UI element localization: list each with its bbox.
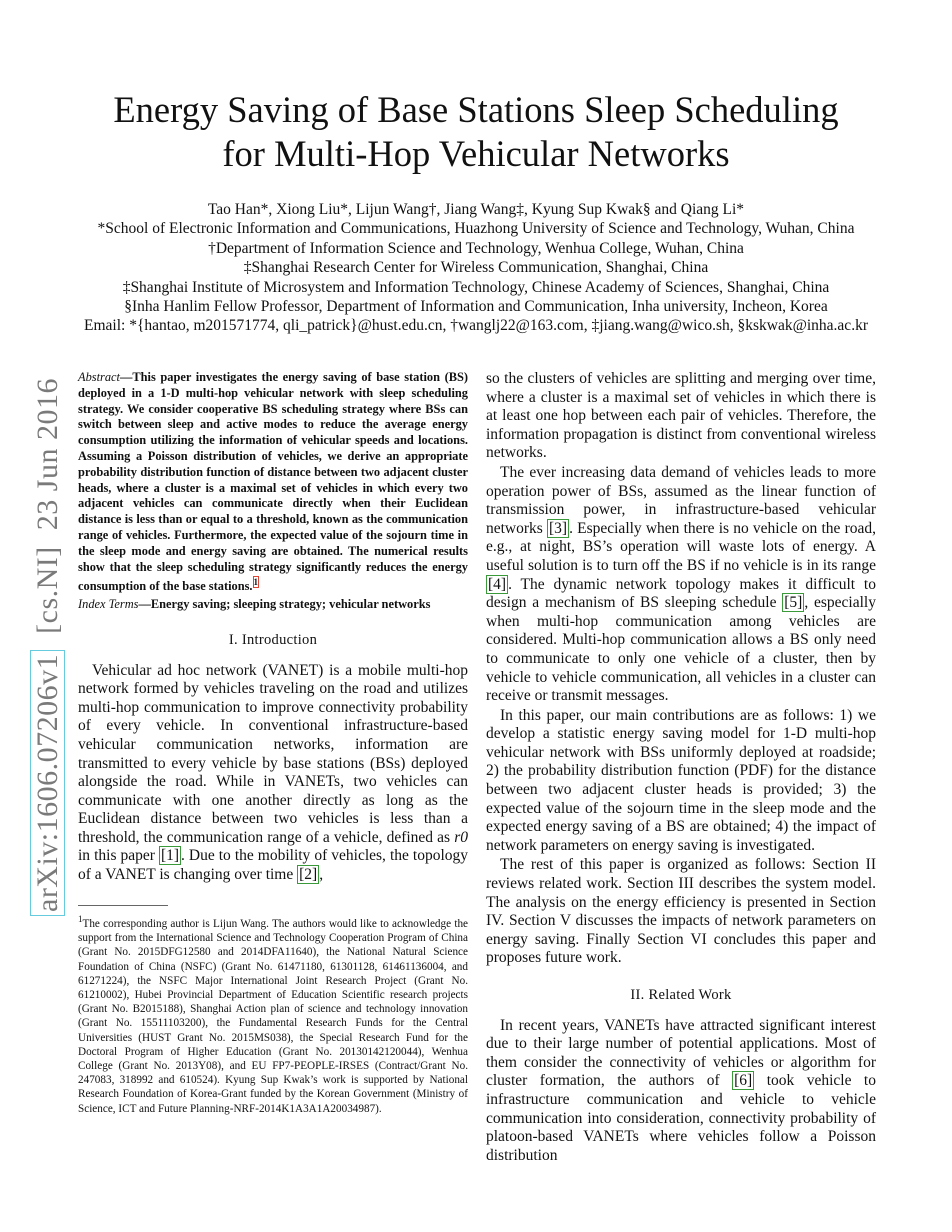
title-line-1: Energy Saving of Base Stations Sleep Scheduling — [113, 89, 839, 130]
right-column — [486, 370, 876, 1165]
arxiv-stamp-text — [22, 296, 74, 916]
right-paragraph-0: so the clusters of vehicles are splitting and merging over time, where a cluster is a maximal set of vehicles in which there is at least one hop between each pair of vehicles. Therefore, the information propagation is distinct from conventional wireless networks. — [486, 370, 876, 462]
footnote — [78, 912, 468, 1116]
author-list: Tao Han*, Xiong Liu*, Lijun Wang†, Jiang Wang‡, Kyung Sup Kwak§ and Qiang Li* — [207, 201, 745, 218]
affiliation-2: †Department of Information Science and Technology, Wenhua College, Wuhan, China — [208, 239, 744, 257]
citation-link-5[interactable]: [5] — [784, 594, 803, 612]
section-heading-introduction: I. Introduction — [228, 631, 318, 648]
intro-text-d: , — [319, 866, 324, 884]
paper-title — [60, 88, 892, 176]
footnote-text: The corresponding author is Lijun Wang. The authors would like to acknowledge the support from the International Science and Technology Cooperation Program of China (Grant No. 2015DFG12580 and 2014DFA11640), the National Natural Science Foundation of China (NSFC) (Grant No. 61471180, 61301128, 61461136004, and 61271224), the NSFC Major International Joint Research Project (Grant No. 61210002), Hubei Provincial Department of Education Scientific research projects (Grant No. B2015188), Shanghai Action plan of science and technology innovation (Grant No. 15511103200), the Fundamental Research Funds for the Central Universities (HUST Grant No. 2015MS038), the Special Research Fund for the Doctoral Program of Higher Education (Grant No. 20130142120044), Wenhua College (Grant No. 2013Y08), and EU FP7-PEOPLE-IRSES (Contract/Grant No. 247083, 318992 and 610524). Kyung Sup Kwak’s work is supported by National Research Foundation of Korea-Grant funded by the Korean Government (Ministry of Science, ICT and Future Planning-NRF-2014K1A3A1A20034987). — [78, 918, 468, 1115]
index-terms — [78, 597, 468, 613]
intro-text-c: . Due to the mobility of vehicles, the topology of a VANET is changing over time — [78, 847, 469, 884]
citation-link-6[interactable]: [6] — [734, 1072, 753, 1090]
abstract — [78, 370, 468, 595]
citation-link-2[interactable]: [2] — [299, 866, 318, 884]
title-line-2: for Multi-Hop Vehicular Networks — [222, 133, 730, 174]
arxiv-category: [cs.NI] — [31, 546, 64, 634]
citation-link-3[interactable]: [3] — [549, 519, 568, 537]
right-p4-text-a: In recent years, VANETs have attracted significant interest due to their large number of potential applications. Most of them consider the connectivity of vehicles or algorithm for cluster formation, the authors of — [486, 1016, 876, 1090]
affiliation-1: *School of Electronic Information and Communications, Huazhong University of Science and Technology, Wuhan, China — [97, 220, 855, 238]
right-p4-text-b: took vehicle to infrastructure communication and vehicle to vehicle communication into consideration, connectivity probability of platoon-based VANETs where vehicles follow a Poisson distribution — [486, 1072, 876, 1164]
right-paragraph-4 — [486, 1017, 876, 1166]
footnote-rule — [78, 905, 168, 906]
right-paragraph-2: In this paper, our main contributions are as follows: 1) we develop a statistic energy saving model for 1-D multi-hop vehicular network with BSs uniformly deployed at roadside; 2) the probability distribution function (PDF) for the distance between two adjacent cluster heads is provided; 3) the expected value of the sojourn time in the sleep mode and the expected energy saving of a BS are obtained; 4) the impact of network parameters on energy saving is investigated. — [486, 706, 876, 854]
right-p1-text-d: , especially when multi-hop communication among vehicles are considered. Multi-hop communication allows a BS only need to communicate to only one vehicle of a cluster, then by vehicle to vehicle communication, all vehicles in a cluster can receive or transmit messages. — [486, 594, 876, 705]
right-p1-text-c: . The dynamic network topology makes it difficult to design a mechanism of BS sleeping schedule — [486, 575, 876, 612]
index-terms-text: —Energy saving; sleeping strategy; vehicular networks — [138, 597, 431, 612]
variable-r0: r0 — [454, 828, 468, 846]
abstract-text: —This paper investigates the energy saving of base station (BS) deployed in a 1-D multi-hop vehicular network with sleep scheduling strategy. We consider cooperative BS scheduling strategy where BSs can switch between sleep and active modes to reduce the average energy consumption utilizing the information of vehicular speeds and locations. Assuming a Poisson distribution of vehicles, we derive an appropriate probability distribution function of distance between two adjacent cluster heads, where a cluster is a maximal set of vehicles in which every two adjacent vehicles can communicate directly when their Euclidean distance is less than or equal to a threshold, known as the communication range of vehicles. Furthermore, the expected value of the sojourn time in the sleep mode and energy saving are obtained. The numerical results show that the sleep scheduling strategy significantly reduces the energy consumption of the base stations. — [78, 370, 468, 594]
right-p1-text-b: . Especially when there is no vehicle on the road, e.g., at night, BS’s operation will waste lots of energy. A useful solution is to turn off the BS if no vehicle is in its range — [486, 519, 876, 574]
section-heading-related-work: II. Related Work — [630, 987, 732, 1003]
author-block — [60, 200, 892, 336]
footnote-link[interactable]: 1 — [253, 577, 259, 588]
index-terms-label: Index Terms — [78, 597, 139, 612]
citation-link-4[interactable]: [4] — [488, 575, 507, 593]
author-emails: Email: *{hantao, m201571774, qli_patrick}@hust.edu.cn, †wanglj22@163.com, ‡jiang.wang@wico.sh, §kskwak@inha.ac.kr — [84, 317, 868, 335]
left-column — [78, 370, 468, 885]
abstract-label: Abstract — [78, 370, 120, 384]
intro-paragraph — [78, 662, 468, 885]
footnote-mark: 1 — [78, 914, 83, 924]
affiliation-5: §Inha Hanlim Fellow Professor, Department of Information and Communication, Inha university, Incheon, Korea — [124, 298, 828, 316]
affiliation-4: ‡Shanghai Institute of Microsystem and Information Technology, Chinese Academy of Sciences, Shanghai, China — [122, 278, 830, 296]
right-paragraph-3: The rest of this paper is organized as follows: Section II reviews related work. Section III describes the system model. The analysis on the energy efficiency is presented in Section IV. Section V discusses the impacts of network parameters on energy saving. Finally Section VI concludes this paper and proposes future work. — [486, 856, 876, 967]
arxiv-stamp — [14, 300, 66, 920]
intro-text-a: Vehicular ad hoc network (VANET) is a mobile multi-hop network formed by vehicles traveling on the road and utilizes multi-hop communication to improve connectivity probability of every vehicle. In conventional infrastructure-based vehicular communication networks, information are transmitted to every vehicle by base stations (BSs) deployed alongside the road. While in VANETs, two vehicles can communicate with one another directly as long as the Euclidean distance between two vehicles is less than a threshold, the communication range of a vehicle, defined as — [78, 661, 468, 846]
affiliation-3: ‡Shanghai Research Center for Wireless Communication, Shanghai, China — [243, 259, 709, 277]
citation-link-1[interactable]: [1] — [160, 847, 180, 865]
arxiv-id-link[interactable]: arXiv:1606.07206v1 — [30, 650, 65, 916]
arxiv-date: 23 Jun 2016 — [31, 378, 64, 531]
intro-text-b: in this paper — [78, 847, 159, 865]
right-p1-text-a: The ever increasing data demand of vehicles leads to more operation power of BSs, assumed as the linear function of transmission power, in infrastructure-based vehicular networks — [486, 463, 876, 537]
right-paragraph-1 — [486, 464, 876, 706]
